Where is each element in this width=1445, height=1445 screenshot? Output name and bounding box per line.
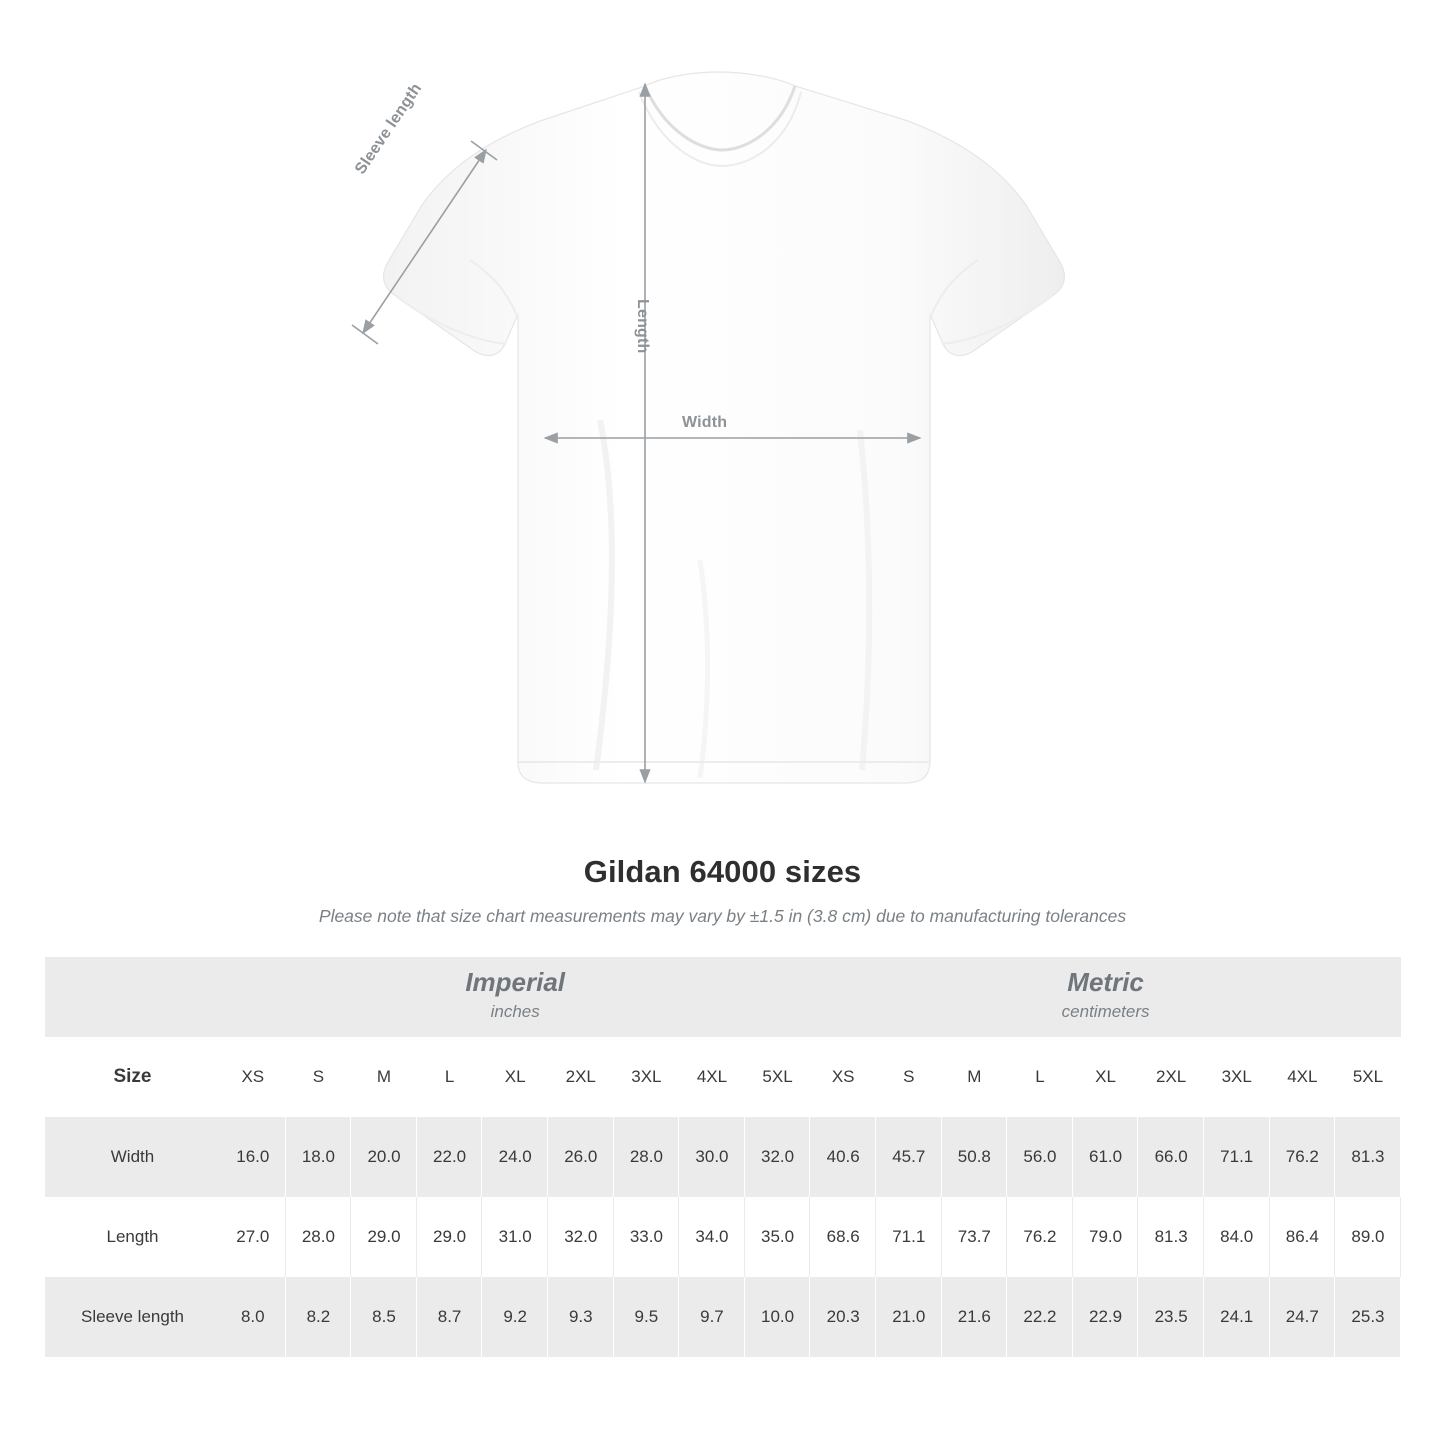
cell-length-6: 33.0 [614, 1197, 680, 1277]
cell-length-4: 31.0 [482, 1197, 548, 1277]
cell-sleeve-0: 8.0 [220, 1277, 286, 1357]
cell-sleeve-9: 20.3 [810, 1277, 876, 1357]
sleeve-length-annotation: Sleeve length [352, 80, 426, 178]
header-size-label: Size [45, 1037, 220, 1117]
cell-length-13: 79.0 [1073, 1197, 1139, 1277]
unit-metric-name: Metric [1067, 967, 1144, 998]
unit-imperial-name: Imperial [465, 967, 566, 998]
unit-group-metric [810, 957, 1400, 1037]
cell-width-1: 18.0 [286, 1117, 352, 1197]
table-row [45, 1277, 1401, 1357]
cell-length-2: 29.0 [351, 1197, 417, 1277]
cell-width-8: 32.0 [745, 1117, 811, 1197]
cell-width-7: 30.0 [679, 1117, 745, 1197]
cell-length-3: 29.0 [417, 1197, 483, 1277]
cell-sleeve-11: 21.6 [942, 1277, 1008, 1357]
cell-length-0: 27.0 [220, 1197, 286, 1277]
cell-width-14: 66.0 [1138, 1117, 1204, 1197]
cell-width-2: 20.0 [351, 1117, 417, 1197]
page-title: Gildan 64000 sizes [583, 854, 862, 889]
cell-width-10: 45.7 [876, 1117, 942, 1197]
cell-length-14: 81.3 [1138, 1197, 1204, 1277]
cell-length-10: 71.1 [876, 1197, 942, 1277]
cell-width-13: 61.0 [1073, 1117, 1139, 1197]
unit-header-row [45, 957, 1401, 1037]
cell-width-11: 50.8 [942, 1117, 1008, 1197]
cell-sleeve-6: 9.5 [614, 1277, 680, 1357]
cell-width-4: 24.0 [482, 1117, 548, 1197]
cell-sleeve-5: 9.3 [548, 1277, 614, 1357]
header-col-17: 5XL [1335, 1037, 1401, 1117]
table-row [45, 1117, 1401, 1197]
header-col-8: 5XL [745, 1037, 811, 1117]
table-row [45, 1197, 1401, 1277]
unit-imperial-sub: inches [490, 1002, 540, 1022]
cell-sleeve-10: 21.0 [876, 1277, 942, 1357]
cell-sleeve-15: 24.1 [1204, 1277, 1270, 1357]
unit-header-spacer [45, 957, 220, 1037]
cell-width-15: 71.1 [1204, 1117, 1270, 1197]
cell-length-17: 89.0 [1335, 1197, 1401, 1277]
row-label-length: Length [45, 1197, 220, 1277]
cell-sleeve-1: 8.2 [286, 1277, 352, 1357]
cell-sleeve-14: 23.5 [1138, 1277, 1204, 1357]
cell-sleeve-8: 10.0 [745, 1277, 811, 1357]
header-col-0: XS [220, 1037, 286, 1117]
cell-width-3: 22.0 [417, 1117, 483, 1197]
cell-sleeve-12: 22.2 [1007, 1277, 1073, 1357]
cell-sleeve-2: 8.5 [351, 1277, 417, 1357]
row-label-sleeve-length: Sleeve length [45, 1277, 220, 1357]
cell-width-12: 56.0 [1007, 1117, 1073, 1197]
header-col-2: M [351, 1037, 417, 1117]
cell-sleeve-17: 25.3 [1335, 1277, 1401, 1357]
header-col-13: XL [1073, 1037, 1139, 1117]
size-chart-table-wrap [45, 957, 1400, 1357]
header-col-10: S [876, 1037, 942, 1117]
header-col-7: 4XL [679, 1037, 745, 1117]
cell-width-0: 16.0 [220, 1117, 286, 1197]
cell-sleeve-7: 9.7 [679, 1277, 745, 1357]
cell-sleeve-3: 8.7 [417, 1277, 483, 1357]
header-col-11: M [942, 1037, 1008, 1117]
size-chart-table [45, 957, 1401, 1357]
cell-length-11: 73.7 [942, 1197, 1008, 1277]
cell-sleeve-4: 9.2 [482, 1277, 548, 1357]
header-col-3: L [417, 1037, 483, 1117]
header-col-16: 4XL [1270, 1037, 1336, 1117]
header-col-4: XL [482, 1037, 548, 1117]
header-col-1: S [286, 1037, 352, 1117]
header-col-15: 3XL [1204, 1037, 1270, 1117]
cell-length-16: 86.4 [1270, 1197, 1336, 1277]
cell-length-7: 34.0 [679, 1197, 745, 1277]
header-col-6: 3XL [614, 1037, 680, 1117]
cell-sleeve-16: 24.7 [1270, 1277, 1336, 1357]
cell-length-15: 84.0 [1204, 1197, 1270, 1277]
cell-sleeve-13: 22.9 [1073, 1277, 1139, 1357]
header-col-9: XS [810, 1037, 876, 1117]
cell-width-16: 76.2 [1270, 1117, 1336, 1197]
cell-length-9: 68.6 [810, 1197, 876, 1277]
width-annotation: Width [682, 414, 728, 431]
cell-width-6: 28.0 [614, 1117, 680, 1197]
cell-width-9: 40.6 [810, 1117, 876, 1197]
cell-length-1: 28.0 [286, 1197, 352, 1277]
cell-length-8: 35.0 [745, 1197, 811, 1277]
length-annotation: Length [634, 299, 651, 354]
measurement-tolerance-note: Please note that size chart measurements may vary by ±1.5 in (3.8 cm) due to manufacturing tolerances [318, 906, 1127, 926]
unit-group-imperial [220, 957, 810, 1037]
column-header-row [45, 1037, 1401, 1117]
header-col-5: 2XL [548, 1037, 614, 1117]
row-label-width: Width [45, 1117, 220, 1197]
header-col-12: L [1007, 1037, 1073, 1117]
cell-length-5: 32.0 [548, 1197, 614, 1277]
cell-width-17: 81.3 [1335, 1117, 1401, 1197]
cell-width-5: 26.0 [548, 1117, 614, 1197]
header-col-14: 2XL [1138, 1037, 1204, 1117]
cell-length-12: 76.2 [1007, 1197, 1073, 1277]
unit-metric-sub: centimeters [1061, 1002, 1150, 1022]
